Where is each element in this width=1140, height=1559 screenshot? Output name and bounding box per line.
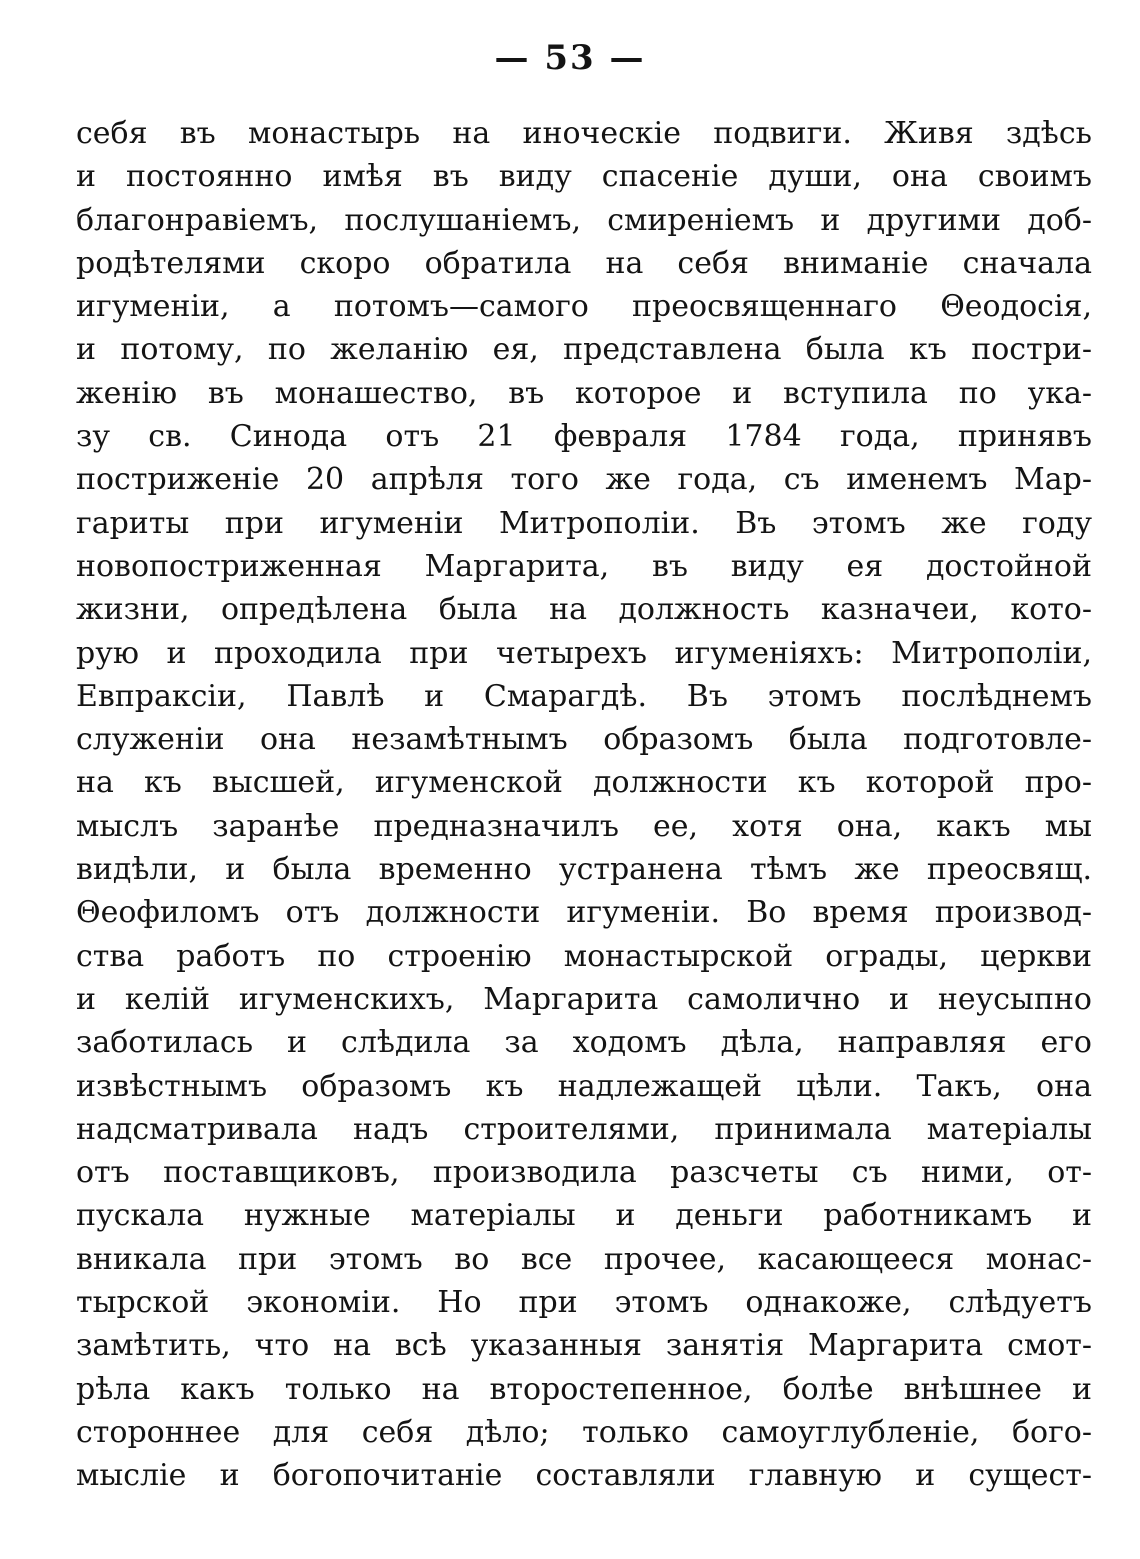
- text-line: ства работъ по строенію монастырской ограды, церкви: [76, 938, 1092, 974]
- text-line: стороннее для себя дѣло; только самоуглубленіе, бого-: [76, 1414, 1092, 1450]
- text-line: новопостриженная Маргарита, въ виду ея достойной: [76, 548, 1092, 584]
- text-line: мыслъ заранѣе предназначилъ ее, хотя она, какъ мы: [76, 808, 1092, 844]
- text-line: зу св. Синода отъ 21 февраля 1784 года, принявъ: [76, 419, 1092, 455]
- text-line: женію въ монашество, въ которое и вступила по ука-: [76, 375, 1092, 411]
- text-line: себя въ монастырь на иноческіе подвиги. Живя здѣсь: [76, 116, 1092, 151]
- text-line: извѣстнымъ образомъ къ надлежащей цѣли. Такъ, она: [76, 1068, 1092, 1104]
- text-line: родѣтелями скоро обратила на себя вниманіе сначала: [76, 245, 1092, 281]
- text-line: Евпраксіи, Павлѣ и Смарагдѣ. Въ этомъ послѣднемъ: [76, 678, 1092, 714]
- text-line: надсматривала надъ строителями, принимала матеріалы: [76, 1111, 1092, 1147]
- text-line: отъ поставщиковъ, производила разсчеты съ ними, от-: [76, 1155, 1092, 1191]
- text-line: игуменіи, а потомъ—самого преосвященнаго Θеодосія,: [76, 289, 1092, 325]
- text-line: заботилась и слѣдила за ходомъ дѣла, направляя его: [76, 1025, 1092, 1061]
- text-line: и постоянно имѣя въ виду спасеніе души, она своимъ: [76, 159, 1092, 195]
- page-number: — 53 —: [494, 38, 646, 78]
- text-line: замѣтить, что на всѣ указанныя занятія Маргарита смот-: [76, 1328, 1092, 1364]
- text-line: пускала нужные матеріалы и деньги работникамъ и: [76, 1198, 1092, 1234]
- text-line: постриженіе 20 апрѣля того же года, съ именемъ Мар-: [76, 462, 1092, 498]
- text-line: на къ высшей, игуменской должности къ которой про-: [76, 765, 1092, 801]
- body-text: [76, 112, 1092, 1498]
- text-line: Θеофиломъ отъ должности игуменіи. Во время производ-: [76, 895, 1092, 931]
- text-line: рую и проходила при четырехъ игуменіяхъ: Митрополіи,: [76, 635, 1092, 671]
- text-line: мысліе и богопочитаніе составляли главную и сущест-: [76, 1458, 1092, 1494]
- text-line: видѣли, и была временно устранена тѣмъ же преосвящ.: [76, 852, 1092, 888]
- text-line: тырской экономіи. Но при этомъ однакоже, слѣдуетъ: [76, 1285, 1092, 1321]
- text-line: рѣла какъ только на второстепенное, болѣе внѣшнее и: [76, 1371, 1092, 1407]
- text-line: служеніи она незамѣтнымъ образомъ была подготовле-: [76, 722, 1092, 758]
- text-line: благонравіемъ, послушаніемъ, смиреніемъ и другими доб-: [76, 202, 1092, 238]
- text-line: и келій игуменскихъ, Маргарита самолично и неусыпно: [76, 981, 1092, 1017]
- text-line: вникала при этомъ во все прочее, касающееся монас-: [76, 1241, 1092, 1277]
- text-line: жизни, опредѣлена была на должность казначеи, кото-: [76, 592, 1092, 628]
- text-line: гариты при игуменіи Митрополіи. Въ этомъ же году: [76, 505, 1092, 541]
- text-line: и потому, по желанію ея, представлена была къ постри-: [76, 332, 1092, 368]
